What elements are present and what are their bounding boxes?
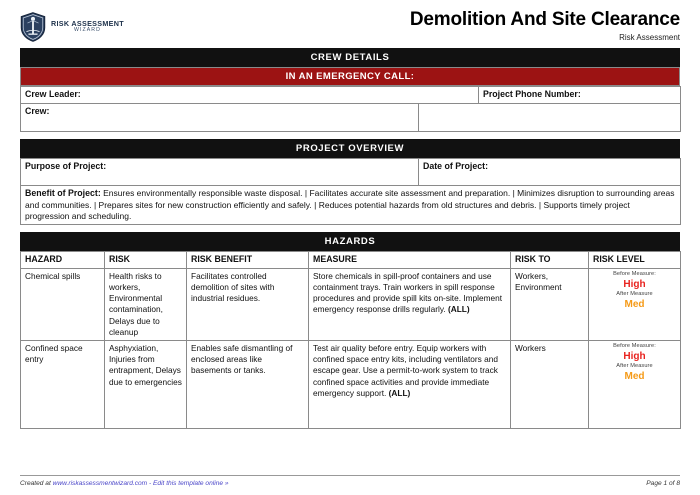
- page-header: [0, 0, 700, 48]
- measure-text: Test air quality before entry. Equip workers with confined space entry kits, including ventilators and escape gear. Use a permit-to-work system to track confined space activities and provide immediate emergency support.: [313, 343, 498, 398]
- hazards-header: HAZARDS: [20, 232, 680, 251]
- risk-benefit-cell: Enables safe dismantling of enclosed areas like basements or tanks.: [187, 341, 309, 429]
- risk-benefit-cell: Facilitates controlled demolition of sites with industrial residues.: [187, 268, 309, 340]
- risk-to-cell: Workers, Environment: [511, 268, 589, 340]
- hazards-table: [20, 251, 681, 429]
- purpose-label: Purpose of Project:: [25, 161, 107, 171]
- table-row: [21, 87, 681, 104]
- project-phone-label: Project Phone Number:: [483, 89, 581, 99]
- project-overview-header: PROJECT OVERVIEW: [20, 139, 680, 158]
- crew-phone-blank-cell[interactable]: [419, 104, 681, 132]
- crew-cell[interactable]: [21, 104, 419, 132]
- section-spacer: [0, 132, 700, 139]
- table-row: [21, 341, 681, 429]
- benefit-label: Benefit of Project:: [25, 188, 101, 198]
- page-number: Page 1 of 8: [646, 480, 680, 487]
- measure-tag: (ALL): [447, 304, 470, 315]
- col-header-hazard: HAZARD: [21, 252, 105, 269]
- date-of-project-cell[interactable]: [419, 159, 681, 186]
- after-measure-label: After Measure: [616, 290, 653, 297]
- hazards-table-header-row: [21, 252, 681, 269]
- title-block: [410, 8, 680, 42]
- crew-label: Crew:: [25, 106, 50, 116]
- footer-credit: [20, 480, 229, 487]
- crew-details-table: [20, 86, 681, 132]
- footer-site-link[interactable]: www.riskassessmentwizard.com: [52, 480, 148, 487]
- risk-level-cell: [589, 341, 681, 429]
- benefit-text: Ensures environmentally responsible waste disposal. | Facilitates accurate site assessment and preparation. | Minimizes disruption to surrounding areas and communities. | Prepares sites for new construction efficiently and safely. | Reduces potential hazards from old structures and debris. | Supports timely project progression and scheduling.: [25, 188, 675, 221]
- risk-cell: Health risks to workers, Environmental contamination, Delays due to cleanup: [105, 268, 187, 340]
- table-row: [21, 159, 681, 186]
- page-subtitle: Risk Assessment: [619, 32, 680, 42]
- footer-edit-link[interactable]: - Edit this template online »: [147, 480, 229, 487]
- project-overview-section: [20, 139, 680, 225]
- before-measure-label: Before Measure:: [613, 270, 656, 277]
- page-title: Demolition And Site Clearance: [409, 9, 680, 30]
- risk-level-cell: [589, 268, 681, 340]
- table-row: [21, 186, 681, 225]
- benefit-of-project-cell: [21, 186, 681, 225]
- col-header-risk-benefit: RISK BENEFIT: [187, 252, 309, 269]
- crew-leader-cell[interactable]: [21, 87, 479, 104]
- col-header-risk-to: RISK TO: [511, 252, 589, 269]
- table-row: [21, 268, 681, 340]
- crew-leader-label: Crew Leader:: [25, 89, 81, 99]
- brand-name: RISK ASSESSMENT: [51, 19, 124, 29]
- after-measure-label: After Measure: [616, 363, 653, 370]
- footer-created-prefix: Created at: [20, 480, 53, 487]
- brand-text: [51, 20, 124, 33]
- before-measure-label: Before Measure:: [613, 343, 656, 350]
- before-measure-value: High: [623, 351, 646, 363]
- after-measure-value: Med: [624, 298, 645, 310]
- crew-details-section: [20, 48, 680, 132]
- before-measure-value: High: [623, 278, 646, 290]
- brand-sub: WIZARD: [73, 27, 101, 34]
- brand-logo: [20, 8, 124, 42]
- purpose-of-project-cell[interactable]: [21, 159, 419, 186]
- hazard-cell: Chemical spills: [21, 268, 105, 340]
- table-row: [21, 104, 681, 132]
- risk-cell: Asphyxiation, Injuries from entrapment, Delays due to emergencies: [105, 341, 187, 429]
- hazards-section: [20, 232, 680, 429]
- hazard-cell: Confined space entry: [21, 341, 105, 429]
- date-label: Date of Project:: [423, 161, 489, 171]
- emergency-call-bar: IN AN EMERGENCY CALL:: [20, 67, 680, 86]
- col-header-risk: RISK: [105, 252, 187, 269]
- project-phone-cell[interactable]: [479, 87, 681, 104]
- measure-cell: [309, 268, 511, 340]
- section-spacer-2: [0, 225, 700, 232]
- page-footer: [20, 475, 680, 487]
- risk-to-cell: Workers: [511, 341, 589, 429]
- measure-text: Store chemicals in spill-proof containers and use containment trays. Train workers in spill response procedures and provide spill kits on-site. Implement emergency response drills regularly.: [313, 270, 503, 315]
- shield-icon: [20, 12, 46, 42]
- col-header-measure: MEASURE: [309, 252, 511, 269]
- crew-details-header: CREW DETAILS: [20, 48, 680, 67]
- measure-cell: [309, 341, 511, 429]
- col-header-risk-level: RISK LEVEL: [589, 252, 681, 269]
- after-measure-value: Med: [624, 371, 645, 383]
- project-overview-table: [20, 158, 681, 225]
- measure-tag: (ALL): [388, 387, 411, 398]
